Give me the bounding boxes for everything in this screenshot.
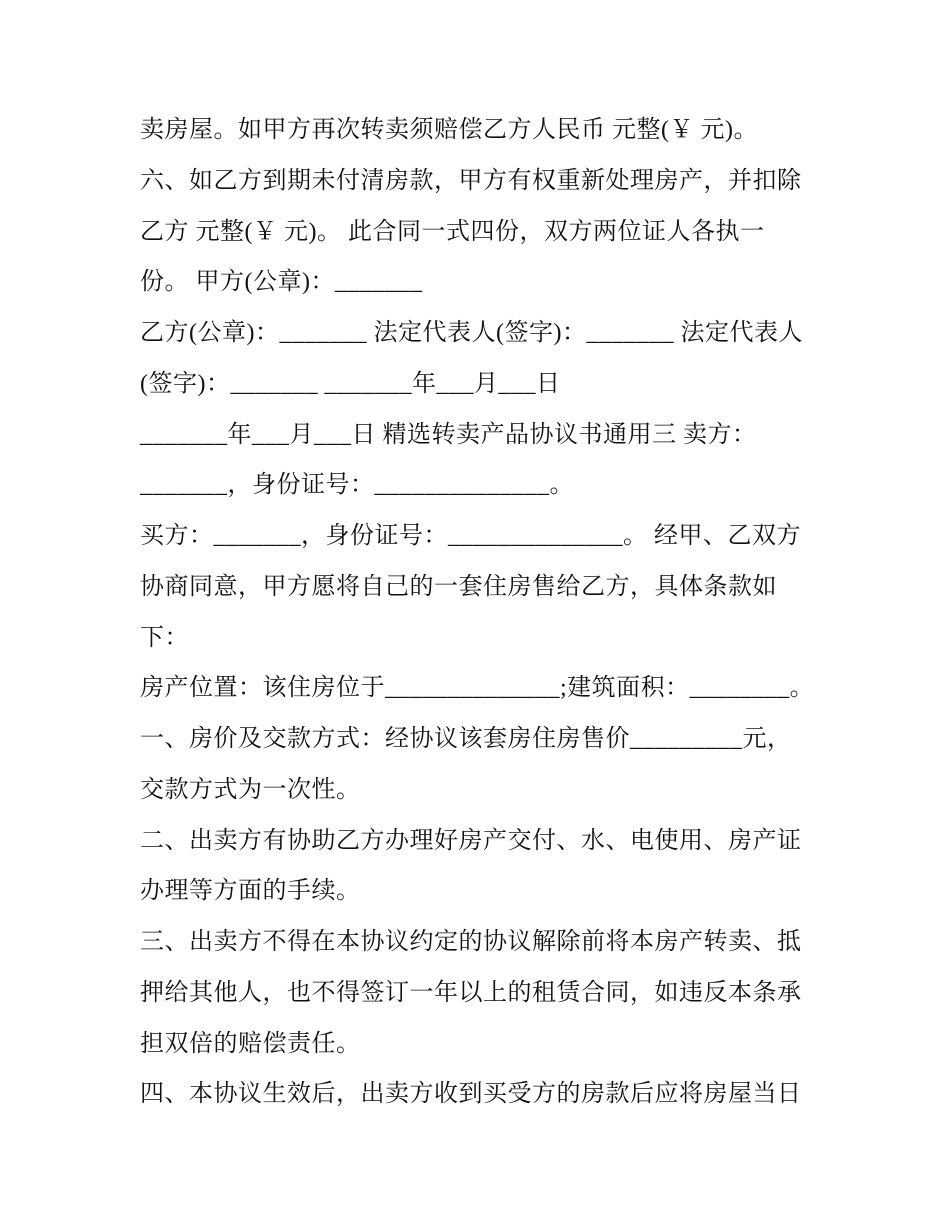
text-line: 四、本协议生效后，出卖方收到买受方的房款后应将房屋当日 <box>140 1081 802 1108</box>
text-line: 乙方 元整(￥ 元)。 此合同一式四份，双方两位证人各执一 <box>140 218 765 245</box>
text-line: 六、如乙方到期未付清房款，甲方有权重新处理房产，并扣除 <box>140 167 802 194</box>
text-line: 二、出卖方有协助乙方办理好房产交付、水、电使用、房产证 <box>140 827 802 854</box>
text-line: 卖房屋。如甲方再次转卖须赔偿乙方人民币 元整(￥ 元)。 <box>140 117 758 143</box>
text-line: _______，身份证号：______________。 <box>140 472 574 499</box>
text-line: 三、出卖方不得在本协议约定的协议解除前将本房产转卖、抵 <box>140 929 802 955</box>
text-line: 交款方式为一次性。 <box>140 776 361 803</box>
text-line: _______年___月___日 精选转卖产品协议书通用三 卖方： <box>140 421 757 448</box>
text-line: 份。 甲方(公章)：_______ <box>140 269 423 296</box>
text-line: (签字)：_______ _______年___月___日 <box>140 370 561 397</box>
document-page <box>140 105 820 1120</box>
text-line: 房产位置：该住房位于______________;建筑面积：________。 <box>140 675 815 702</box>
text-line: 办理等方面的手续。 <box>140 878 361 905</box>
text-line: 协商同意，甲方愿将自己的一套住房售给乙方，具体条款如 <box>140 573 777 600</box>
text-line: 一、房价及交款方式：经协议该套房住房售价_________元， <box>140 726 792 752</box>
text-line: 押给其他人，也不得签订一年以上的租赁合同，如违反本条承 <box>140 979 802 1006</box>
text-line: 买方：_______，身份证号：______________。 经甲、乙双方 <box>140 523 801 549</box>
text-line: 担双倍的赔偿责任。 <box>140 1030 361 1057</box>
text-line: 乙方(公章)：_______ 法定代表人(签字)：_______ 法定代表人 <box>140 320 803 346</box>
text-line: 下： <box>140 624 189 651</box>
